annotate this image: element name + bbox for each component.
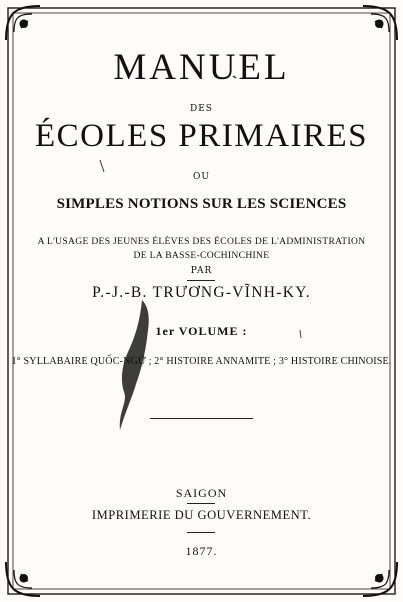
divider-rule <box>187 280 215 281</box>
audience-line-1: A L'USAGE DES JEUNES ÉLÈVES DES ÉCOLES DE L'ADMINISTRATION <box>37 236 366 247</box>
title-connector-des: DES <box>190 104 213 114</box>
imprint-printer: IMPRIMERIE DU GOUVERNEMENT. <box>91 508 312 522</box>
main-title: MANUEL <box>113 47 290 88</box>
audience-line-2: DE LA BASSE-COCHINCHINE <box>133 250 270 261</box>
volume-heading: 1er VOLUME : <box>155 324 248 338</box>
divider-rule <box>187 503 215 504</box>
imprint-year: 1877. <box>185 544 218 558</box>
imprint-city: SAIGON <box>175 486 228 500</box>
title-subject: ÉCOLES PRIMAIRES <box>35 118 368 154</box>
volume-contents: 1° SYLLABAIRE QUỐC-NGỮ ; 2° HISTOIRE ANNAMITE ; 3° HISTOIRE CHINOISE. <box>11 356 392 367</box>
title-connector-ou: OU <box>193 172 210 182</box>
divider-rule <box>187 532 215 533</box>
subtitle: SIMPLES NOTIONS SUR LES SCIENCES <box>56 196 347 212</box>
divider-rule <box>150 418 253 419</box>
author-name: P.-J.-B. TRƯƠNG-VĨNH-KY. <box>92 284 311 301</box>
by-label: PAR <box>190 266 213 276</box>
